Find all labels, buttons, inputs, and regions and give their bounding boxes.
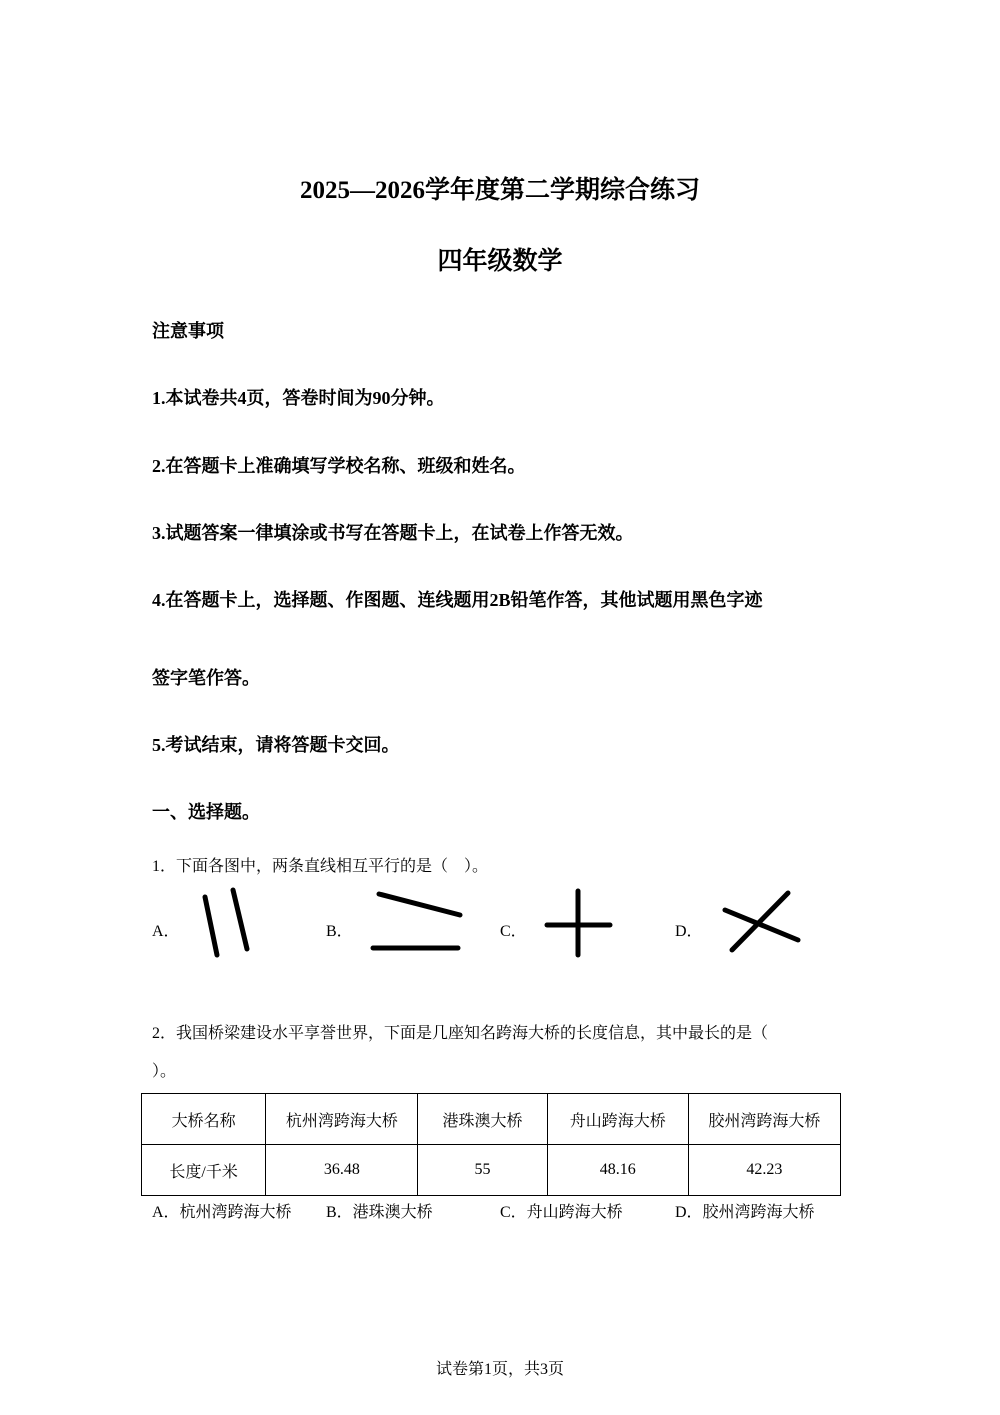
table-cell: 48.16 (547, 1145, 688, 1196)
notice-item-4: 4.在答题卡上，选择题、作图题、连线题用2B铅笔作答，其他试题用黑色字迹 (152, 590, 763, 610)
notice-item-3: 3.试题答案一律填涂或书写在答题卡上，在试卷上作答无效。 (152, 523, 634, 543)
table-row (142, 1094, 841, 1145)
table-header-cell: 舟山跨海大桥 (547, 1094, 688, 1145)
table-cell: 长度/千米 (142, 1145, 266, 1196)
question-2-text-cont: ）。 (152, 1063, 177, 1080)
notice-item-4-cont: 签字笔作答。 (152, 668, 260, 688)
q1-option-a-label: A． (152, 923, 180, 940)
table-header-cell: 杭州湾跨海大桥 (266, 1094, 418, 1145)
q1-option-b-figure (365, 885, 475, 960)
table-header-cell: 港珠澳大桥 (418, 1094, 547, 1145)
table-header-cell: 胶州湾跨海大桥 (688, 1094, 840, 1145)
q2-option-d: D．胶州湾跨海大桥 (675, 1204, 815, 1221)
q1-option-c-figure (540, 885, 620, 965)
q1-option-d-figure (715, 885, 810, 960)
table-cell: 42.23 (688, 1145, 840, 1196)
table-cell: 55 (418, 1145, 547, 1196)
notice-heading: 注意事项 (152, 321, 224, 341)
q1-option-b-label: B． (326, 923, 353, 940)
question-1-text: 1．下面各图中，两条直线相互平行的是（ ）。 (152, 858, 489, 875)
q2-option-c: C．舟山跨海大桥 (500, 1204, 623, 1221)
notice-item-1: 1.本试卷共4页，答卷时间为90分钟。 (152, 388, 445, 408)
q2-option-b: B．港珠澳大桥 (326, 1204, 433, 1221)
exam-title: 2025—2026学年度第二学期综合练习 (299, 177, 700, 204)
question-2-text: 2．我国桥梁建设水平享誉世界，下面是几座知名跨海大桥的长度信息，其中最长的是（ (152, 1025, 769, 1042)
exam-subtitle: 四年级数学 (437, 248, 563, 275)
q1-option-c-label: C． (500, 923, 527, 940)
notice-item-5: 5.考试结束，请将答题卡交回。 (152, 735, 400, 755)
section-heading: 一、选择题。 (152, 802, 260, 822)
bridge-length-table (141, 1093, 841, 1196)
q1-option-d-label: D． (675, 923, 703, 940)
notice-item-2: 2.在答题卡上准确填写学校名称、班级和姓名。 (152, 456, 526, 476)
q1-option-a-figure (195, 885, 265, 965)
q2-option-a: A．杭州湾跨海大桥 (152, 1204, 292, 1221)
table-row (142, 1145, 841, 1196)
table-cell: 36.48 (266, 1145, 418, 1196)
page-footer: 试卷第1页，共3页 (435, 1361, 564, 1378)
table-header-cell: 大桥名称 (142, 1094, 266, 1145)
